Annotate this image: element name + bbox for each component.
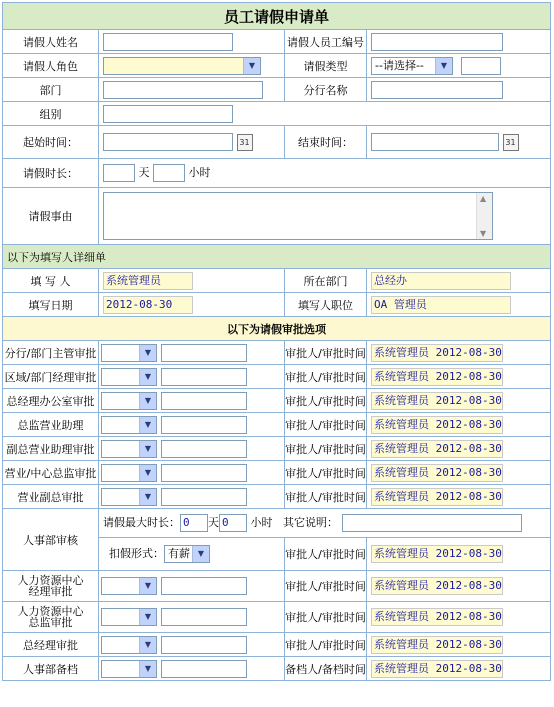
applicant-name-label: 请假人姓名 (3, 30, 99, 54)
leave-type-label: 请假类型 (285, 54, 367, 78)
chevron-down-icon: ▼ (243, 58, 260, 74)
approval-select[interactable] (101, 368, 157, 386)
approver-value: 系统管理员 2012-08-30 (371, 416, 503, 434)
approval-select[interactable] (101, 464, 157, 482)
hr-archive-label: 人事部备档 (3, 657, 99, 681)
approval-select[interactable] (101, 636, 157, 654)
leave-type-select[interactable] (371, 57, 453, 75)
approval-label: 总经理办公室审批 (3, 389, 99, 413)
start-time-input[interactable] (103, 133, 233, 151)
end-time-label: 结束时间： (285, 126, 367, 159)
approver-value: 系统管理员 2012-08-30 (371, 577, 503, 595)
calendar-icon[interactable]: 31 (237, 134, 253, 151)
approval-label: 分行/部门主管审批 (3, 341, 99, 365)
fill-date-value: 2012-08-30 (103, 296, 193, 314)
approval-comment-input[interactable] (161, 608, 247, 626)
approval-select[interactable] (101, 488, 157, 506)
branch-label: 分行名称 (285, 78, 367, 102)
chevron-down-icon: ▼ (139, 661, 156, 677)
approval-label: 副总营业助理审批 (3, 437, 99, 461)
form-table (2, 2, 551, 681)
approval-label: 营业/中心总监审批 (3, 461, 99, 485)
approver-value: 系统管理员 2012-08-30 (371, 464, 503, 482)
employee-no-input[interactable] (371, 33, 503, 51)
approver-value: 系统管理员 2012-08-30 (371, 545, 503, 563)
label-line: 人力资源中心 (17, 605, 84, 618)
approval-select[interactable] (101, 660, 157, 678)
label-line: 人力资源中心 (17, 574, 84, 587)
scrollbar[interactable]: ▲ ▼ (476, 193, 492, 239)
approver-value: 系统管理员 2012-08-30 (371, 636, 503, 654)
approval-comment-input[interactable] (161, 577, 247, 595)
approver-label: 审批人/审批时间 (285, 633, 367, 657)
archiver-label: 备档人/备档时间 (285, 657, 367, 681)
approver-value: 系统管理员 2012-08-30 (371, 392, 503, 410)
filler-position-label: 填写人职位 (285, 293, 367, 317)
max-hours-unit: 小时 (250, 516, 273, 529)
chevron-down-icon: ▼ (192, 546, 209, 562)
duration-label: 请假时长： (3, 159, 99, 188)
approval-label: 区域/部门经理审批 (3, 365, 99, 389)
approval-label: 总监营业助理 (3, 413, 99, 437)
archiver-value: 系统管理员 2012-08-30 (371, 660, 503, 678)
filler-value: 系统管理员 (103, 272, 193, 290)
label-line: 经理审批 (28, 585, 73, 598)
leave-type-extra-input[interactable] (461, 57, 501, 75)
group-input[interactable] (103, 105, 233, 123)
approver-value: 系统管理员 2012-08-30 (371, 608, 503, 626)
chevron-down-icon: ▼ (139, 465, 156, 481)
approver-label: 审批人/审批时间 (285, 485, 367, 509)
hr-manager-label (3, 571, 99, 602)
duration-days-input[interactable] (103, 164, 135, 182)
approval-select[interactable] (101, 577, 157, 595)
approval-comment-input[interactable] (161, 416, 247, 434)
approver-label: 审批人/审批时间 (285, 413, 367, 437)
end-time-input[interactable] (371, 133, 499, 151)
approval-comment-input[interactable] (161, 368, 247, 386)
other-note-input[interactable] (342, 514, 522, 532)
approver-label: 审批人/审批时间 (285, 602, 367, 633)
chevron-down-icon: ▼ (139, 578, 156, 594)
chevron-down-icon: ▼ (139, 609, 156, 625)
employee-no-label: 请假人员工编号 (285, 30, 367, 54)
approval-select[interactable] (101, 416, 157, 434)
branch-input[interactable] (371, 81, 503, 99)
approver-value: 系统管理员 2012-08-30 (371, 344, 503, 362)
gm-approval-label: 总经理审批 (3, 633, 99, 657)
approval-select[interactable] (101, 344, 157, 362)
group-label: 组别 (3, 102, 99, 126)
filler-label: 填 写 人 (3, 269, 99, 293)
max-days-unit: 天 (208, 516, 219, 529)
hr-review-label: 人事部审核 (3, 509, 99, 571)
approver-value: 系统管理员 2012-08-30 (371, 488, 503, 506)
form-title: 员工请假申请单 (3, 3, 551, 30)
approver-label: 审批人/审批时间 (285, 365, 367, 389)
chevron-down-icon: ▼ (139, 417, 156, 433)
deduct-label: 扣假形式： (109, 547, 164, 560)
day-unit: 天 (138, 166, 150, 179)
duration-hours-input[interactable] (153, 164, 185, 182)
other-note-label: 其它说明： (283, 516, 338, 529)
applicant-role-select[interactable] (103, 57, 261, 75)
filler-section-header: 以下为填写人详细单 (3, 245, 551, 269)
filler-dept-label: 所在部门 (285, 269, 367, 293)
approval-comment-input[interactable] (161, 636, 247, 654)
fill-date-label: 填写日期 (3, 293, 99, 317)
approval-section-header: 以下为请假审批选项 (3, 317, 551, 341)
chevron-down-icon: ▼ (139, 393, 156, 409)
approver-value: 系统管理员 2012-08-30 (371, 368, 503, 386)
approval-comment-input[interactable] (161, 488, 247, 506)
approval-comment-input[interactable] (161, 440, 247, 458)
filler-position-value: OA 管理员 (371, 296, 511, 314)
applicant-role-label: 请假人角色 (3, 54, 99, 78)
label-line: 总监审批 (28, 616, 73, 629)
chevron-down-icon: ▼ (139, 637, 156, 653)
approver-label: 审批人/审批时间 (285, 437, 367, 461)
reason-label: 请假事由 (3, 188, 99, 245)
approval-select[interactable] (101, 608, 157, 626)
chevron-down-icon: ▼ (139, 441, 156, 457)
approver-label: 审批人/审批时间 (285, 538, 367, 571)
approval-comment-input[interactable] (161, 392, 247, 410)
calendar-icon[interactable]: 31 (503, 134, 519, 151)
applicant-name-input[interactable] (103, 33, 233, 51)
approver-label: 审批人/审批时间 (285, 571, 367, 602)
approver-label: 审批人/审批时间 (285, 461, 367, 485)
chevron-down-icon: ▼ (139, 489, 156, 505)
approval-select[interactable] (101, 440, 157, 458)
leave-type-selected: --请选择-- (375, 58, 424, 72)
max-hours-input[interactable]: 0 (219, 514, 247, 532)
approval-comment-input[interactable] (161, 660, 247, 678)
filler-dept-value: 总经办 (371, 272, 511, 290)
approver-label: 审批人/审批时间 (285, 341, 367, 365)
approver-value: 系统管理员 2012-08-30 (371, 440, 503, 458)
chevron-down-icon: ▼ (139, 369, 156, 385)
approval-label: 营业副总审批 (3, 485, 99, 509)
approval-select[interactable] (101, 392, 157, 410)
approval-comment-input[interactable] (161, 464, 247, 482)
max-days-input[interactable]: 0 (180, 514, 208, 532)
chevron-down-icon: ▼ (435, 58, 452, 74)
hr-director-label (3, 602, 99, 633)
hour-unit: 小时 (188, 166, 211, 179)
reason-textarea[interactable] (103, 192, 493, 240)
chevron-down-icon: ▼ (139, 345, 156, 361)
approval-comment-input[interactable] (161, 344, 247, 362)
deduct-select[interactable] (164, 545, 210, 563)
max-duration-label: 请假最大时长： (103, 516, 180, 529)
department-input[interactable] (103, 81, 263, 99)
approver-label: 审批人/审批时间 (285, 389, 367, 413)
deduct-selected: 有薪 (168, 547, 190, 560)
start-time-label: 起始时间： (3, 126, 99, 159)
department-label: 部门 (3, 78, 99, 102)
